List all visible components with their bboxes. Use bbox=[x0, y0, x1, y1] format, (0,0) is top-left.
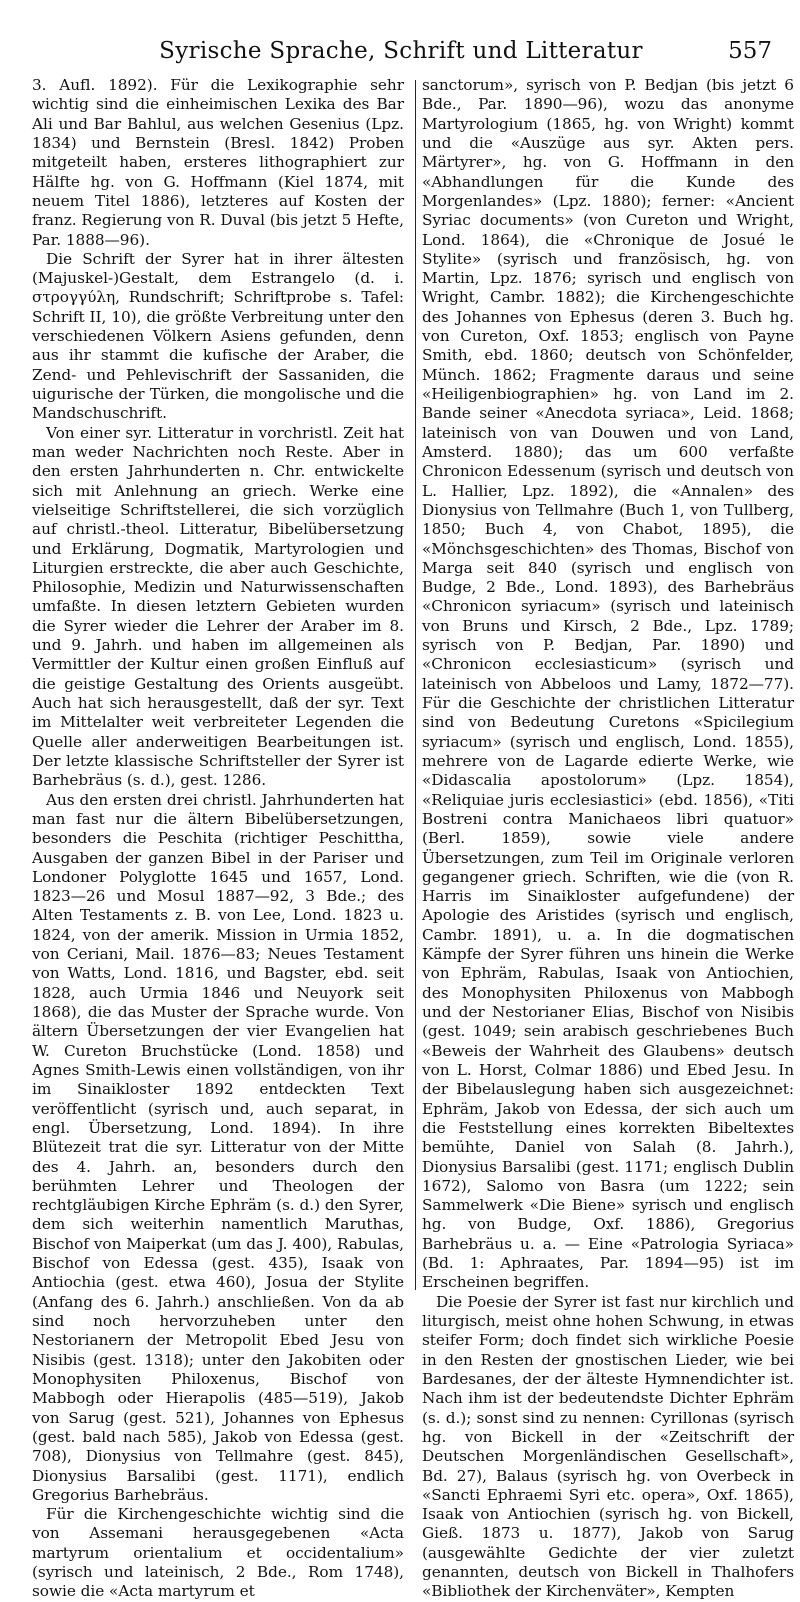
paragraph-acta-sanctorum: sanctorum», syrisch von P. Bedjan (bis jetzt 6 Bde., Par. 1890—96), wozu das anonyme Martyrologium (1865, hg. von Wright) kommt und die «Auszüge aus syr. Akten pers. Märtyrer», hg. von G. Hoffmann in den «Abhandlungen für die Kunde des Morgenlandes» (Lpz. 1880); ferner: «Ancient Syriac documents» (von Cureton und Wright, Lond. 1864), die «Chronique de Josué le Stylite» (syrisch und französisch, hg. von Martin, Lpz. 1876; syrisch und englisch von Wright, Cambr. 1882); die Kirchengeschichte des Johannes von Ephesus (deren 3. Buch hg. von Cureton, Oxf. 1853; englisch von Payne Smith, ebd. 1860; deutsch von Schönfelder, Münch. 1862; Fragmente daraus und seine «Heiligenbiographien» hg. von Land im 2. Bande seiner «Anecdota syriaca», Leid. 1868; lateinisch von van Douwen und von Land, Amsterd. 1880); das um 600 verfaßte Chronicon Edessenum (syrisch und deutsch von L. Hallier, Lpz. 1892), die «Annalen» des Dionysius von Tellmahre (Buch 1, von Tullberg, 1850; Buch 4, von Chabot, 1895), die «Mönchsgeschichten» des Thomas, Bischof von Marga seit 840 (syrisch und englisch von Budge, 2 Bde., Lond. 1893), des Barhebräus «Chronicon syriacum» (syrisch und lateinisch von Bruns und Kirsch, 2 Bde., Lpz. 1789; syrisch von P. Bedjan, Par. 1890) und «Chronicon ecclesiasticum» (syrisch und lateinisch von Abbeloos und Lamy, 1872—77). Für die Geschichte der christlichen Litteratur sind von Bedeutung Curetons «Spicilegium syriacum» (syrisch und englisch, Lond. 1855), mehrere von de Lagarde edierte Werke, wie «Didascalia apostolorum» (Lpz. 1854), «Reliquiae juris ecclesiastici» (ebd. 1856), «Titi Bostreni contra Manichaeos libri quatuor» (Berl. 1859), sowie viele andere Übersetzungen, zum Teil im Originale verloren gegangener griech. Schriften, wie die (von R. Harris im Sinaikloster aufgefundene) der Apologie des Aristides (syrisch und englisch, Cambr. 1891), u. a. In die dogmatischen Kämpfe der Syrer führen uns hinein die Werke von Ephräm, Rabulas, Isaak von Antiochien, des Monophysiten Philoxenus von Mabbogh und der Nestorianer Elias, Bischof von Nisibis (gest. 1049; sein arabisch geschriebenes Buch «Beweis der Wahrheit des Glaubens» deutsch von L. Horst, Colmar 1886) und Ebed Jesu. In der Bibelauslegung haben sich ausgezeichnet: Ephräm, Jakob von Edessa, der sich auch um die Feststellung eines korrekten Bibeltextes bemühte, Daniel von Salah (8. Jahrh.), Dionysius Barsalibi (gest. 1171; englisch Dublin 1672), Salomo von Basra (um 1222; sein Sammelwerk «Die Biene» syrisch und englisch hg. von Budge, Oxf. 1886), Gregorius Barhebräus u. a. — Eine «Patrologia Syriaca» (Bd. 1: Aphraates, Par. 1894—95) ist im Erscheinen begriffen. bbox=[422, 76, 794, 1292]
page-header bbox=[30, 38, 772, 70]
paragraph-poetry: Die Poesie der Syrer ist fast nur kirchlich und liturgisch, meist ohne hohen Schwung, in etwas steifer Form; doch findet sich wirkliche Poesie in den Resten der gnostischen Lieder, wie bei Bardesanes, der der älteste Hymnendichter ist. Nach ihm ist der bedeutendste Dichter Ephräm (s. d.); sonst sind zu nennen: Cyrillonas (syrisch hg. von Bickell in der «Zeitschrift der Deutschen Morgenländischen Gesellschaft», Bd. 27), Balaus (syrisch hg. von Overbeck in «Sancti Ephraemi Syri etc. opera», Oxf. 1865), Isaak von Antiochien (syrisch hg. von Bickell, Gieß. 1873 u. 1877), Jakob von Sarug (ausgewählte Gedichte der vier zuletzt genannten, deutsch von Bickell in Thalhofers «Bibliothek der Kirchenväter», Kempten bbox=[422, 1292, 794, 1601]
paragraph-literature: Von einer syr. Litteratur in vorchristl. Zeit hat man weder Nachrichten noch Reste. Aber in den ersten Jahrhunderten n. Chr. entwickelte sich mit Anlehnung an griech. Werke eine vielseitige Schriftstellerei, die sich vorzüglich auf christl.-theol. Litteratur, Bibelübersetzung und Erklärung, Dogmatik, Martyrologien und Liturgien erstreckte, die aber auch Geschichte, Philosophie, Medizin und Naturwissenschaften umfaßte. In diesen letztern Gebieten wurden die Syrer wieder die Lehrer der Araber im 8. und 9. Jahrh. und haben im allgemeinen als Vermittler der Kultur einen großen Einfluß auf die geistige Gestaltung des Orients ausgeübt. Auch hat sich herausgestellt, daß der syr. Text im Mittelalter weit verbreiteter Legenden die Quelle aller anderweitigen Bearbeitungen ist. Der letzte klassische Schriftsteller der Syrer ist Barhebräus (s. d.), gest. 1286. bbox=[32, 423, 404, 790]
left-column bbox=[32, 76, 404, 1601]
paragraph-script: Die Schrift der Syrer hat in ihrer ältesten (Majuskel-)Gestalt, dem Estrangelo (d. i. στρογγύλη, Rundschrift; Schriftprobe s. Tafel: Schrift II, 10), die größte Verbreitung unter den verschiedenen Völkern Asiens gefunden, denn aus ihr stammt die kufische der Araber, die Zend- und Pehlevischrift der Sassaniden, die uigurische der Türken, die mongolische und die Mandschuschrift. bbox=[32, 249, 404, 423]
right-column bbox=[422, 76, 794, 1601]
paragraph-bible-translations: Aus den ersten drei christl. Jahrhunderten hat man fast nur die ältern Bibelübersetzungen, besonders die Peschita (richtiger Peschittha, Ausgaben der ganzen Bibel in der Pariser und Londoner Polyglotte 1645 und 1657, Lond. 1823—26 und Mosul 1887—92, 3 Bde.; des Alten Testaments z. B. von Lee, Lond. 1823 u. 1824, von der amerik. Mission in Urmia 1852, von Ceriani, Mail. 1876—83; Neues Testament von Watts, Lond. 1816, und Bagster, ebd. seit 1828, auch Urmia 1846 und Neuyork seit 1868), die das Muster der Sprache wurde. Von ältern Übersetzungen der vier Evangelien hat W. Cureton Bruchstücke (Lond. 1858) und Agnes Smith-Lewis einen vollständigen, von ihr im Sinaikloster 1892 entdeckten Text veröffentlicht (syrisch und, auch separat, in engl. Übersetzung, Lond. 1894). In ihre Blütezeit trat die syr. Litteratur von der Mitte des 4. Jahrh. an, besonders durch den berühmten Lehrer und Theologen der rechtgläubigen Kirche Ephräm (s. d.) den Syrer, dem sich weiterhin namentlich Maruthas, Bischof von Maiperkat (um das J. 400), Rabulas, Bischof von Edessa (gest. 435), Isaak von Antiochia (gest. etwa 460), Josua der Stylite (Anfang des 6. Jahrh.) anschließen. Von da ab sind noch hervorzuheben unter den Nestorianern der Metropolit Ebed Jesu von Nisibis (gest. 1318); unter den Jakobiten oder Monophysiten Philoxenus, Bischof von Mabbogh oder Hierapolis (485—519), Jakob von Sarug (gest. 521), Johannes von Ephesus (gest. bald nach 585), Jakob von Edessa (gest. 708), Dionysius von Tellmahre (gest. 845), Dionysius Barsalibi (gest. 1171), endlich Gregorius Barhebräus. bbox=[32, 790, 404, 1504]
paragraph-lexicography: 3. Aufl. 1892). Für die Lexikographie sehr wichtig sind die einheimischen Lexika des Bar Ali und Bar Bahlul, aus welchen Gesenius (Lpz. 1834) und Bernstein (Bresl. 1842) Proben mitgeteilt haben, ersteres lithographiert zur Hälfte hg. von G. Hoffmann (Kiel 1874, mit neuem Titel 1886), letzteres auf Kosten der franz. Regierung von R. Duval (bis jetzt 5 Hefte, Par. 1888—96). bbox=[32, 76, 404, 249]
text-columns bbox=[32, 76, 794, 1601]
paragraph-church-history: Für die Kirchengeschichte wichtig sind die von Assemani herausgegebenen «Acta martyrum orientalium et occidentalium» (syrisch und lateinisch, 2 Bde., Rom 1748), sowie die «Acta martyrum et bbox=[32, 1505, 404, 1601]
running-title: Syrische Sprache, Schrift und Litteratur bbox=[159, 38, 643, 64]
page-number: 557 bbox=[728, 38, 772, 64]
